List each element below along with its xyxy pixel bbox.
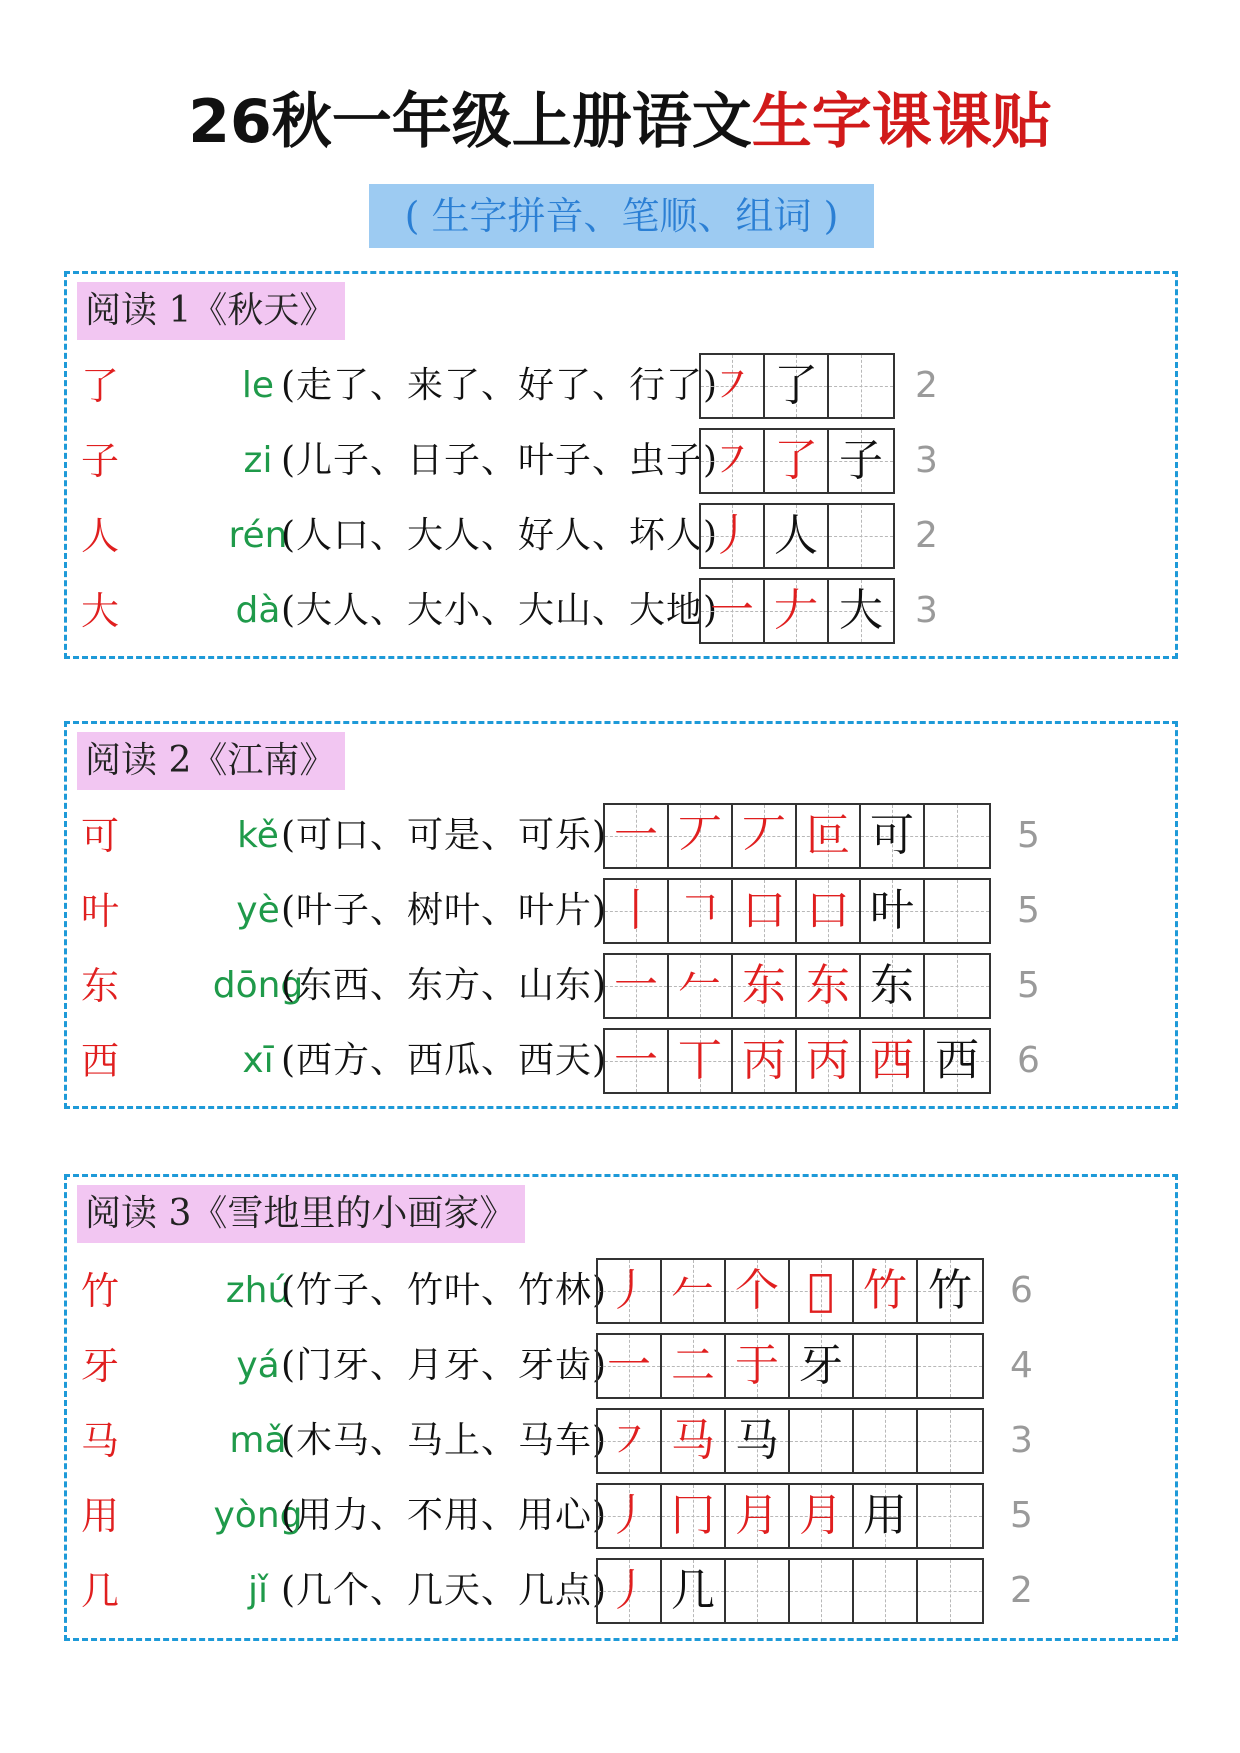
char-row (67, 1028, 1167, 1094)
stroke-order-grid (699, 428, 895, 494)
stroke-step: 丿 (607, 1565, 651, 1616)
grid-cell (829, 430, 893, 492)
stroke-step: ㇇ (607, 1415, 651, 1466)
stroke-step: 一 (614, 960, 658, 1011)
grid-cell (598, 1260, 662, 1322)
grid-cell (598, 1560, 662, 1622)
title-part-black: 26秋一年级上册语文 (188, 87, 752, 157)
char-row (67, 353, 1167, 419)
grid-cell (662, 1260, 726, 1322)
stroke-order-grid (603, 953, 991, 1019)
stroke-step: 丿 (607, 1490, 651, 1541)
stroke-count: 6 (1010, 1270, 1033, 1311)
grid-cell (918, 1485, 982, 1547)
grid-cell (925, 880, 989, 942)
grid-cell (669, 805, 733, 867)
grid-cell (733, 1030, 797, 1092)
pinyin: le (241, 365, 275, 406)
grid-cell (765, 580, 829, 642)
word-examples: (西方、西瓜、西天) (281, 1040, 608, 1081)
subtitle-banner: ( 生字拼音、笔顺、组词 ) (369, 184, 874, 248)
grid-cell (765, 505, 829, 567)
stroke-step: 竹 (863, 1265, 907, 1316)
grid-cell (854, 1560, 918, 1622)
grid-cell (829, 355, 893, 417)
grid-cell (797, 955, 861, 1017)
grid-cell (733, 880, 797, 942)
stroke-count: 6 (1017, 1040, 1040, 1081)
stroke-step: 几 (671, 1565, 715, 1616)
grid-cell (765, 430, 829, 492)
character: 牙 (81, 1344, 120, 1388)
word-examples: (走了、来了、好了、行了) (281, 365, 719, 406)
grid-cell (790, 1560, 854, 1622)
character: 子 (81, 439, 120, 483)
stroke-order-grid (596, 1483, 984, 1549)
word-examples: (木马、马上、马车) (281, 1420, 608, 1461)
pinyin: dōng (212, 965, 304, 1006)
grid-cell (669, 880, 733, 942)
stroke-count: 3 (915, 590, 938, 631)
stroke-count: 5 (1010, 1495, 1033, 1536)
word-examples: (儿子、日子、叶子、虫子) (281, 440, 719, 481)
character: 竹 (81, 1269, 120, 1313)
grid-cell (861, 1030, 925, 1092)
stroke-step: ㇇ (710, 360, 754, 411)
grid-cell (733, 955, 797, 1017)
stroke-order-grid (603, 878, 991, 944)
char-row (67, 428, 1167, 494)
character: 用 (81, 1494, 120, 1538)
stroke-step: 竹 (928, 1265, 972, 1316)
word-examples: (几个、几天、几点) (281, 1570, 608, 1611)
section-label: 阅读 3《雪地里的小画家》 (77, 1185, 525, 1243)
stroke-count: 2 (915, 515, 938, 556)
pinyin: zhú (225, 1270, 291, 1311)
stroke-step: 牙 (799, 1340, 843, 1391)
grid-cell (726, 1560, 790, 1622)
word-examples: (人口、大人、好人、坏人) (281, 515, 719, 556)
grid-cell (797, 1030, 861, 1092)
stroke-step: 𠂇 (774, 585, 818, 636)
character: 了 (81, 364, 120, 408)
grid-cell (918, 1260, 982, 1322)
stroke-step: 马 (735, 1415, 779, 1466)
stroke-step: 口 (742, 885, 786, 936)
stroke-order-grid (596, 1408, 984, 1474)
pinyin: yòng (213, 1495, 303, 1536)
stroke-order-grid (603, 803, 991, 869)
grid-cell (861, 805, 925, 867)
grid-cell (662, 1560, 726, 1622)
stroke-step: 一 (607, 1340, 651, 1391)
stroke-step: 了 (774, 360, 818, 411)
character: 人 (81, 514, 120, 558)
stroke-step: 丆 (742, 810, 786, 861)
character: 几 (81, 1569, 120, 1613)
stroke-step: ㇇ (710, 435, 754, 486)
grid-cell (854, 1335, 918, 1397)
stroke-step: 西 (870, 1035, 914, 1086)
lesson-section (64, 1174, 1178, 1641)
stroke-count: 2 (1010, 1570, 1033, 1611)
grid-cell (854, 1485, 918, 1547)
stroke-step: 𠂉 (678, 960, 722, 1011)
stroke-order-grid (596, 1558, 984, 1624)
grid-cell (701, 580, 765, 642)
stroke-step: 冂 (671, 1490, 715, 1541)
grid-cell (605, 805, 669, 867)
word-examples: (大人、大小、大山、大地) (281, 590, 719, 631)
grid-cell (918, 1410, 982, 1472)
stroke-count: 5 (1017, 965, 1040, 1006)
stroke-step: 丙 (742, 1035, 786, 1086)
stroke-order-grid (596, 1333, 984, 1399)
stroke-step: 𠃍 (678, 885, 722, 936)
pinyin: rén (228, 515, 288, 556)
grid-cell (861, 955, 925, 1017)
grid-cell (925, 955, 989, 1017)
lesson-section (64, 271, 1178, 659)
grid-cell (598, 1335, 662, 1397)
grid-cell (925, 805, 989, 867)
grid-cell (598, 1485, 662, 1547)
stroke-step: 东 (742, 960, 786, 1011)
stroke-step: 西 (935, 1035, 979, 1086)
grid-cell (861, 880, 925, 942)
stroke-step: 𠂉 (671, 1265, 715, 1316)
stroke-count: 4 (1010, 1345, 1033, 1386)
page-title (0, 82, 1240, 162)
stroke-step: 马 (671, 1415, 715, 1466)
grid-cell (797, 880, 861, 942)
char-row (67, 503, 1167, 569)
char-row (67, 1258, 1167, 1324)
char-row (67, 1408, 1167, 1474)
grid-cell (790, 1410, 854, 1472)
grid-cell (765, 355, 829, 417)
character: 西 (81, 1039, 120, 1083)
stroke-count: 3 (915, 440, 938, 481)
grid-cell (669, 955, 733, 1017)
grid-cell (662, 1485, 726, 1547)
stroke-count: 5 (1017, 890, 1040, 931)
stroke-step: 个 (735, 1265, 779, 1316)
character: 马 (81, 1419, 120, 1463)
stroke-step: 一 (710, 585, 754, 636)
grid-cell (918, 1560, 982, 1622)
pinyin: zi (243, 440, 273, 481)
grid-cell (726, 1485, 790, 1547)
stroke-order-grid (603, 1028, 991, 1094)
grid-cell (790, 1260, 854, 1322)
grid-cell (790, 1485, 854, 1547)
pinyin: kě (237, 815, 279, 856)
grid-cell (598, 1410, 662, 1472)
char-row (67, 878, 1167, 944)
lesson-section (64, 721, 1178, 1109)
grid-cell (701, 355, 765, 417)
stroke-step: 二 (671, 1340, 715, 1391)
grid-cell (854, 1260, 918, 1322)
grid-cell (605, 880, 669, 942)
word-examples: (门牙、月牙、牙齿) (281, 1345, 608, 1386)
grid-cell (829, 580, 893, 642)
stroke-order-grid (596, 1258, 984, 1324)
pinyin: mǎ (229, 1420, 287, 1461)
stroke-step: 人 (774, 510, 818, 561)
stroke-order-grid (699, 353, 895, 419)
pinyin: yè (236, 890, 280, 931)
grid-cell (726, 1335, 790, 1397)
stroke-step: 口 (806, 885, 850, 936)
stroke-count: 5 (1017, 815, 1040, 856)
stroke-step: 东 (870, 960, 914, 1011)
grid-cell (925, 1030, 989, 1092)
stroke-step: 丿 (607, 1265, 651, 1316)
stroke-step: 了 (774, 435, 818, 486)
word-examples: (用力、不用、用心) (281, 1495, 608, 1536)
grid-cell (829, 505, 893, 567)
char-row (67, 1558, 1167, 1624)
title-part-red: 生字课课贴 (751, 87, 1052, 157)
stroke-step: 大 (839, 585, 883, 636)
stroke-step: 叶 (870, 885, 914, 936)
stroke-step: 月 (799, 1490, 843, 1541)
pinyin: yá (236, 1345, 280, 1386)
character: 东 (81, 964, 120, 1008)
grid-cell (726, 1260, 790, 1322)
pinyin: dà (235, 590, 281, 631)
stroke-step: 子 (839, 435, 883, 486)
stroke-order-grid (699, 503, 895, 569)
stroke-order-grid (699, 578, 895, 644)
grid-cell (662, 1410, 726, 1472)
grid-cell (726, 1410, 790, 1472)
char-row (67, 1333, 1167, 1399)
pinyin: jǐ (247, 1570, 268, 1611)
grid-cell (918, 1335, 982, 1397)
stroke-step: 叵 (806, 810, 850, 861)
stroke-step: 丆 (678, 810, 722, 861)
stroke-step: 一 (614, 1035, 658, 1086)
word-examples: (东西、东方、山东) (281, 965, 608, 1006)
grid-cell (605, 955, 669, 1017)
grid-cell (854, 1410, 918, 1472)
stroke-count: 2 (915, 365, 938, 406)
pinyin: xī (242, 1040, 274, 1081)
grid-cell (733, 805, 797, 867)
stroke-step: 东 (806, 960, 850, 1011)
word-examples: (可口、可是、可乐) (281, 815, 608, 856)
word-examples: (叶子、树叶、叶片) (281, 890, 608, 931)
grid-cell (669, 1030, 733, 1092)
stroke-count: 3 (1010, 1420, 1033, 1461)
stroke-step: 可 (870, 810, 914, 861)
stroke-step: 一 (614, 810, 658, 861)
char-row (67, 578, 1167, 644)
grid-cell (701, 430, 765, 492)
char-row (67, 953, 1167, 1019)
section-label: 阅读 1《秋天》 (77, 282, 345, 340)
character: 大 (81, 589, 120, 633)
stroke-step: 丅 (678, 1035, 722, 1086)
grid-cell (790, 1335, 854, 1397)
grid-cell (605, 1030, 669, 1092)
grid-cell (701, 505, 765, 567)
char-row (67, 1483, 1167, 1549)
stroke-step: 月 (735, 1490, 779, 1541)
character: 叶 (81, 889, 120, 933)
character: 可 (81, 814, 120, 858)
stroke-step: 用 (863, 1490, 907, 1541)
section-label: 阅读 2《江南》 (77, 732, 345, 790)
stroke-step: 丨 (614, 885, 658, 936)
grid-cell (797, 805, 861, 867)
stroke-step: 丿 (710, 510, 754, 561)
stroke-step: 丙 (806, 1035, 850, 1086)
word-examples: (竹子、竹叶、竹林) (281, 1270, 608, 1311)
char-row (67, 803, 1167, 869)
grid-cell (662, 1335, 726, 1397)
stroke-step: 于 (735, 1340, 779, 1391)
stroke-step: 𠆭 (807, 1265, 835, 1316)
